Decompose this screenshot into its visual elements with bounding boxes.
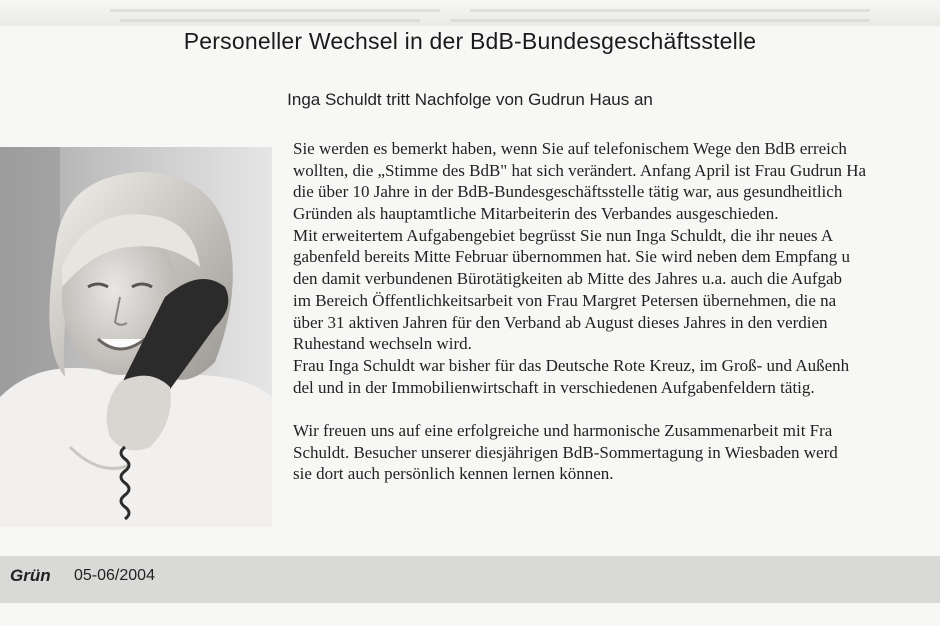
body-line: gabenfeld bereits Mitte Februar übernommen hat. Sie wird neben dem Empfang u	[293, 247, 851, 267]
magazine-brand: Grün	[10, 566, 51, 585]
woman-on-phone-image	[0, 147, 272, 527]
body-line: Wir freuen uns auf eine erfolgreiche und harmonische Zusammenarbeit mit Fra	[293, 420, 833, 440]
body-line: Sie werden es bemerkt haben, wenn Sie auf telefonischem Wege den BdB erreich	[293, 139, 847, 158]
body-line: wollten, die „Stimme des BdB" hat sich verändert. Anfang April ist Frau Gudrun Ha	[293, 160, 867, 180]
body-line: Gründen als hauptamtliche Mitarbeiterin des Verbandes ausgeschieden.	[293, 204, 779, 224]
body-line: sie dort auch persönlich kennen lernen können.	[293, 464, 614, 484]
body-line: Ruhestand wechseln wird.	[293, 334, 472, 354]
body-line: Mit erweitertem Aufgabengebiet begrüsst Sie nun Inga Schuldt, die ihr neues A	[293, 225, 834, 245]
body-line: im Bereich Öffentlichkeitsarbeit von Frau Margret Petersen übernehmen, die na	[293, 290, 837, 310]
issue-number: 05-06/2004	[74, 567, 155, 584]
article-title: Personeller Wechsel in der BdB-Bundesgeschäftsstelle	[183, 28, 757, 54]
show-through-previous-page	[0, 0, 940, 26]
body-line: die über 10 Jahre in der BdB-Bundesgeschäftsstelle tätig war, aus gesundheitlich	[293, 182, 843, 202]
body-line: den damit verbundenen Bürotätigkeiten ab Mitte des Jahres u.a. auch die Aufgab	[293, 269, 843, 289]
body-line: Frau Inga Schuldt war bisher für das Deutsche Rote Kreuz, im Groß- und Außenh	[293, 355, 850, 375]
paragraph-gap	[293, 398, 940, 420]
portrait-photo	[0, 147, 272, 527]
body-line: del und in der Immobilienwirtschaft in verschiedenen Aufgabenfeldern tätig.	[293, 377, 815, 397]
body-line: über 31 aktiven Jahren für den Verband ab August dieses Jahres in den verdien	[293, 312, 828, 332]
article-subtitle: Inga Schuldt tritt Nachfolge von Gudrun Haus an	[287, 90, 653, 109]
show-through-texture	[0, 0, 940, 26]
article-body	[293, 138, 940, 485]
body-line: Schuldt. Besucher unserer diesjährigen BdB-Sommertagung in Wiesbaden werd	[293, 442, 838, 462]
